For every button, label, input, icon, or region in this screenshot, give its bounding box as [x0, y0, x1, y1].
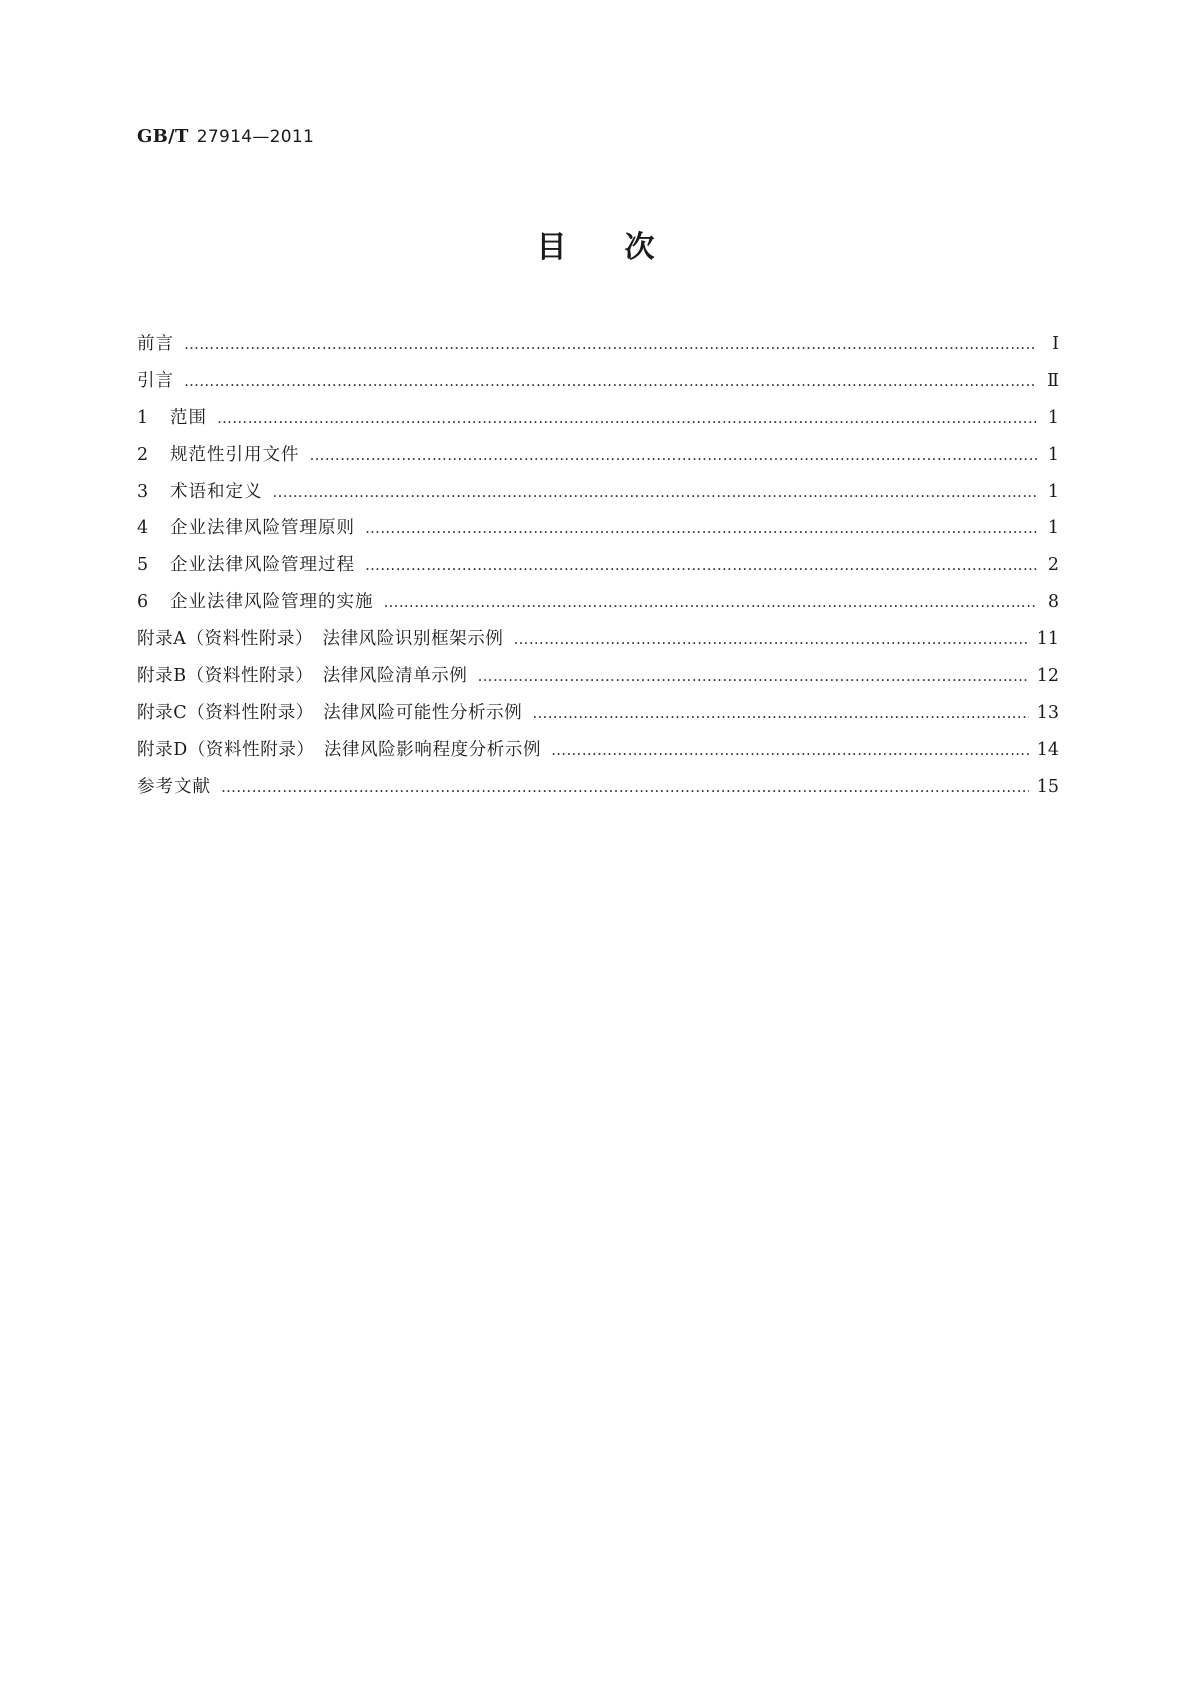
toc-leader-dots: [310, 437, 1038, 474]
toc-entry-label: 企业法律风险管理的实施: [170, 592, 374, 613]
toc-entry-number: 1: [137, 407, 149, 428]
toc-entry-label: 参考文献: [137, 776, 211, 797]
standard-code-prefix: GB/T: [137, 126, 189, 147]
toc-entry-label: 企业法律风险管理原则: [170, 518, 355, 539]
toc-entry-page: 8: [1047, 592, 1059, 613]
toc-entry-page: 13: [1036, 702, 1059, 723]
toc-entry-page: 11: [1036, 629, 1059, 650]
toc-entry-page: Ⅰ: [1052, 334, 1059, 354]
toc-entry-label: 附录C（资料性附录） 法律风险可能性分析示例: [137, 702, 523, 723]
toc-leader-dots: [217, 400, 1037, 437]
toc-entry-number: 5: [137, 555, 149, 576]
toc-leader-dots: [273, 474, 1038, 511]
toc-entry-appendix-c[interactable]: [137, 695, 1059, 732]
toc-entry-label: 前言: [137, 334, 174, 354]
toc-leader-dots: [532, 695, 1028, 732]
toc-entry-label: 术语和定义: [170, 481, 263, 502]
toc-leader-dots: [221, 769, 1029, 806]
toc-entry-label: 引言: [137, 370, 174, 391]
toc-entry-page: 1: [1047, 481, 1059, 502]
toc-leader-dots: [514, 621, 1029, 658]
toc-entry-number: 6: [137, 592, 149, 613]
toc-entry-number: 3: [137, 481, 149, 502]
page-title: 目次: [536, 230, 713, 265]
toc-leader-dots: [478, 658, 1029, 695]
toc-entry-label: 附录D（资料性附录） 法律风险影响程度分析示例: [137, 739, 542, 760]
toc-leader-dots: [365, 547, 1037, 584]
toc-entry-label: 附录A（资料性附录） 法律风险识别框架示例: [137, 629, 504, 650]
toc-entry-label: 企业法律风险管理过程: [170, 555, 355, 576]
toc-entry-section-4[interactable]: [137, 510, 1059, 547]
toc-entry-section-6[interactable]: [137, 584, 1059, 621]
toc-entry-introduction[interactable]: [137, 363, 1059, 400]
toc-entry-page: 15: [1036, 776, 1059, 797]
toc-entry-page: Ⅱ: [1047, 370, 1059, 391]
toc-entry-number: 4: [137, 518, 149, 539]
toc-entry-label: 附录B（资料性附录） 法律风险清单示例: [137, 666, 468, 687]
toc-entry-section-5[interactable]: [137, 547, 1059, 584]
standard-code: [137, 126, 314, 147]
toc-leader-dots: [184, 326, 1037, 363]
toc-entry-page: 2: [1047, 555, 1059, 576]
toc-entry-page: 1: [1047, 444, 1059, 465]
toc-entry-page: 1: [1047, 518, 1059, 539]
toc-entry-bibliography[interactable]: [137, 769, 1059, 806]
toc-entry-number: 2: [137, 444, 149, 465]
toc-entry-section-1[interactable]: [137, 400, 1059, 437]
toc-entry-label: 范围: [170, 407, 207, 428]
toc-entry-section-3[interactable]: [137, 474, 1059, 511]
standard-code-number: 27914—2011: [196, 127, 315, 147]
toc-entry-label: 规范性引用文件: [170, 444, 300, 465]
toc-entry-appendix-d[interactable]: [137, 732, 1059, 769]
toc-leader-dots: [384, 584, 1038, 621]
toc-entry-page: 14: [1036, 739, 1059, 760]
toc-entry-foreword[interactable]: [137, 326, 1059, 363]
toc-entry-section-2[interactable]: [137, 437, 1059, 474]
toc-entry-page: 1: [1047, 407, 1059, 428]
toc-leader-dots: [365, 510, 1037, 547]
toc-leader-dots: [184, 363, 1037, 400]
toc-leader-dots: [551, 732, 1029, 769]
toc-entry-appendix-a[interactable]: [137, 621, 1059, 658]
table-of-contents: [137, 326, 1059, 806]
toc-entry-page: 12: [1036, 666, 1059, 687]
toc-entry-appendix-b[interactable]: [137, 658, 1059, 695]
